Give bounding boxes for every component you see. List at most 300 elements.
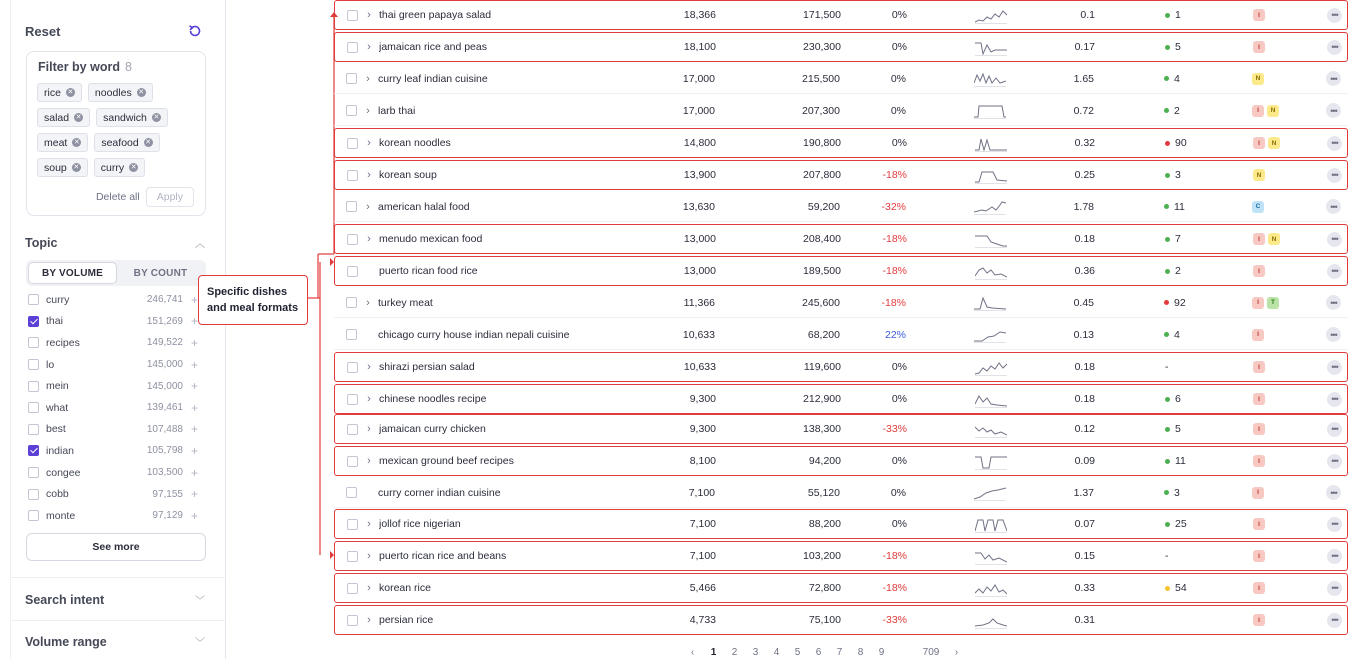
results-count: 189,500 [803,265,841,277]
expand-chevron-icon[interactable]: › [367,361,371,373]
topic-volume: 105,798 [146,445,183,457]
position-cell [1165,423,1215,435]
keyword[interactable]: curry corner indian cuisine [378,486,501,499]
chip-label: soup [44,161,67,174]
topic-item[interactable] [28,505,198,527]
expand-chevron-icon[interactable]: › [367,582,371,594]
volume-range-section[interactable] [25,634,205,649]
expand-chevron-icon[interactable]: › [367,518,371,530]
table-row[interactable] [334,64,1348,94]
intent-badge: I [1253,41,1265,53]
position-dot [1165,141,1170,146]
page-number[interactable]: 2 [731,646,738,658]
volume-change: 0% [891,9,907,21]
add-topic-icon[interactable]: + [190,292,198,307]
search-volume: 18,366 [683,9,716,21]
topic-volume: 107,488 [146,423,183,435]
remove-chip-icon[interactable]: ✕ [73,139,80,146]
keyword[interactable]: jamaican rice and peas [379,41,487,53]
trend-sparkline [975,581,1007,597]
chip-label: rice [44,86,61,99]
add-topic-icon[interactable]: + [190,314,198,329]
keyword[interactable]: jamaican curry chicken [379,423,486,435]
topic-volume: 103,500 [146,467,183,479]
results-count: 68,200 [807,328,840,341]
intent-badges [1252,105,1279,117]
page-number[interactable]: 4 [773,646,780,658]
topic-item[interactable] [28,375,198,397]
remove-chip-icon[interactable]: ✕ [138,89,145,96]
volume-change: 0% [890,104,906,117]
intent-badges [1253,393,1265,405]
intent-badge: N [1268,233,1280,245]
topic-item[interactable] [28,289,198,311]
tab-by-count[interactable]: BY COUNT [133,267,188,279]
more-options-icon[interactable]: ••• [1327,549,1342,564]
search-volume: 13,900 [683,169,716,181]
topic-checkbox[interactable] [28,316,39,327]
keyword-difficulty: 1.37 [1073,486,1094,499]
row-checkbox[interactable] [347,456,358,467]
topic-checkbox[interactable] [28,294,39,305]
search-volume: 17,000 [682,104,715,117]
row-checkbox[interactable] [347,551,358,562]
topic-name: curry [46,293,70,306]
search-volume: 9,300 [689,393,716,405]
keyword[interactable]: menudo mexican food [379,233,483,245]
filter-chip[interactable] [37,133,88,152]
keyword[interactable]: larb thai [378,104,416,117]
remove-chip-icon[interactable]: ✕ [73,164,80,171]
reset-icon[interactable] [187,23,203,39]
add-topic-icon[interactable]: + [190,422,198,437]
add-topic-icon[interactable]: + [190,379,198,394]
tab-by-volume[interactable]: BY VOLUME [28,262,117,284]
row-checkbox[interactable] [346,105,357,116]
keyword-difficulty: 0.36 [1074,265,1095,277]
topic-item[interactable] [28,419,198,441]
row-checkbox[interactable] [347,362,358,373]
row-checkbox[interactable] [346,201,357,212]
topic-name: what [46,401,69,414]
keyword[interactable]: turkey meat [378,296,433,309]
volume-change: 0% [891,137,907,149]
table-row[interactable] [334,224,1348,254]
expand-chevron-icon[interactable]: › [367,614,371,626]
remove-chip-icon[interactable]: ✕ [67,89,74,96]
topic-checkbox[interactable] [28,424,39,435]
row-checkbox[interactable] [347,42,358,53]
expand-chevron-icon[interactable]: › [367,169,371,181]
annotation-callout [198,275,308,325]
position-dot [1165,45,1170,50]
expand-chevron-icon[interactable]: › [367,9,371,21]
topic-volume: 145,000 [146,380,183,392]
intent-badge: I [1253,518,1265,530]
position-cell [1164,105,1214,117]
trend-sparkline [974,103,1006,119]
topic-checkbox[interactable] [28,359,39,370]
intent-badge: I [1253,455,1265,467]
filter-chip[interactable] [96,108,168,127]
table-row[interactable] [334,160,1348,190]
keyword-difficulty: 0.18 [1074,233,1095,245]
results-count: 72,800 [808,582,841,594]
volume-change: 0% [891,361,907,373]
position-value: 4 [1174,328,1180,341]
topic-item[interactable] [28,397,198,419]
volume-change: 0% [890,72,906,85]
add-topic-icon[interactable]: + [190,443,198,458]
volume-change: -18% [881,296,906,309]
intent-badges [1253,423,1265,435]
intent-badge: I [1253,233,1265,245]
more-options-icon[interactable]: ••• [1326,327,1341,342]
volume-change: 0% [891,41,907,53]
row-checkbox[interactable] [347,394,358,405]
search-volume: 18,100 [683,41,716,53]
row-checkbox[interactable] [347,10,358,21]
table-row[interactable] [334,288,1348,318]
filter-chip[interactable] [37,83,82,102]
expand-chevron-icon[interactable]: › [366,104,370,117]
chevron-down-icon: ﹀ [195,638,205,649]
topic-section-header[interactable] [25,235,205,250]
results-count: 207,300 [802,104,840,117]
trend-sparkline [975,549,1007,565]
more-options-icon[interactable]: ••• [1326,295,1341,310]
volume-change: -32% [881,200,906,213]
more-options-icon[interactable]: ••• [1327,613,1342,628]
filter-chip[interactable] [94,133,159,152]
table-row[interactable] [334,414,1348,444]
position-value: 1 [1175,9,1181,21]
keyword-difficulty: 0.18 [1074,393,1095,405]
keyword-difficulty: 1.65 [1073,72,1094,85]
more-options-icon[interactable]: ••• [1327,168,1342,183]
keyword[interactable]: korean rice [379,582,431,594]
search-volume: 13,630 [682,200,715,213]
volume-change: -18% [882,265,907,277]
prev-page-icon[interactable]: ‹ [690,646,695,658]
more-options-icon[interactable]: ••• [1327,40,1342,55]
position-dot [1164,490,1169,495]
callout-line-1: Specific dishes [207,286,288,298]
position-cell [1165,9,1215,21]
page-number[interactable]: 3 [752,646,759,658]
position-dot [1165,459,1170,464]
topic-checkbox[interactable] [28,445,39,456]
intent-badge: N [1252,73,1264,85]
more-options-icon[interactable]: ••• [1327,517,1342,532]
keyword[interactable]: curry leaf indian cuisine [378,72,488,85]
page-number[interactable]: 7 [836,646,843,658]
search-volume: 10,633 [682,328,715,341]
keyword[interactable]: mexican ground beef recipes [379,455,514,467]
topic-name: thai [46,315,63,328]
row-checkbox[interactable] [346,329,357,340]
table-row[interactable] [334,478,1348,508]
remove-chip-icon[interactable]: ✕ [145,139,152,146]
position-value: - [1165,550,1169,562]
keyword-difficulty: 0.25 [1074,169,1095,181]
volume-change: 22% [884,328,906,341]
position-value: 2 [1174,104,1180,117]
chip-label: sandwich [103,111,147,124]
intent-badges [1253,550,1265,562]
keyword-difficulty: 0.32 [1074,137,1095,149]
keyword[interactable]: chinese noodles recipe [379,393,487,405]
position-value: 11 [1175,455,1186,467]
last-page-number[interactable]: 709 [922,646,940,658]
delete-all-button[interactable]: Delete all [95,191,140,203]
page-number[interactable]: 9 [878,646,885,658]
position-dot [1165,522,1170,527]
keyword-difficulty: 1.78 [1073,200,1094,213]
intent-badges [1253,518,1265,530]
table-row[interactable] [334,541,1348,571]
chip-label: meat [44,136,68,149]
topic-volume: 97,129 [152,510,183,522]
page-number[interactable]: 8 [857,646,864,658]
keyword-difficulty: 0.18 [1074,361,1095,373]
keyword[interactable]: chicago curry house indian nepali cuisine [378,328,570,341]
intent-badges [1253,233,1280,245]
expand-chevron-icon[interactable]: › [367,393,371,405]
more-options-icon[interactable]: ••• [1326,199,1341,214]
position-cell [1165,233,1215,245]
expand-chevron-icon[interactable]: › [367,423,371,435]
chip-label: curry [100,161,125,174]
topic-name: congee [46,466,81,479]
intent-badge: I [1253,423,1265,435]
trend-sparkline [975,168,1007,184]
search-volume: 5,466 [689,582,716,594]
more-options-icon[interactable]: ••• [1327,136,1342,151]
topic-name: lo [46,358,55,371]
expand-chevron-icon[interactable]: › [367,550,371,562]
apply-button[interactable]: Apply [146,187,194,207]
expand-chevron-icon[interactable]: › [367,233,371,245]
reset-link[interactable]: Reset [25,23,61,39]
topic-checkbox[interactable] [28,381,39,392]
row-checkbox[interactable] [347,519,358,530]
table-row[interactable] [334,0,1348,30]
position-value: 5 [1175,41,1181,53]
table-row[interactable] [334,384,1348,414]
row-checkbox[interactable] [347,266,358,277]
topic-checkbox[interactable] [28,337,39,348]
results-count: 55,120 [807,486,840,499]
volume-change: -18% [882,550,907,562]
filter-chip[interactable] [88,83,153,102]
more-options-icon[interactable]: ••• [1327,454,1342,469]
trend-sparkline [975,232,1007,248]
keyword-difficulty: 0.09 [1074,455,1095,467]
callout-line-2: and meal formats [207,302,299,314]
intent-badge: I [1253,361,1265,373]
filter-chip[interactable] [94,158,145,177]
position-dot [1164,300,1169,305]
remove-chip-icon[interactable]: ✕ [130,164,137,171]
results-count: 94,200 [808,455,841,467]
row-checkbox[interactable] [346,73,357,84]
filter-chip[interactable] [37,158,88,177]
topic-item[interactable] [28,311,198,333]
more-options-icon[interactable]: ••• [1327,392,1342,407]
add-topic-icon[interactable]: + [190,487,198,502]
intent-badge: I [1253,393,1265,405]
keyword[interactable]: thai green papaya salad [379,9,492,21]
volume-change: -18% [882,582,907,594]
more-options-icon[interactable]: ••• [1327,232,1342,247]
add-topic-icon[interactable]: + [190,335,198,350]
page-number[interactable]: 1 [710,646,717,658]
remove-chip-icon[interactable]: ✕ [153,114,160,121]
trend-sparkline [975,8,1007,24]
table-row[interactable] [334,573,1348,603]
keyword[interactable]: shirazi persian salad [379,361,475,373]
table-row[interactable] [334,446,1348,476]
trend-sparkline [975,517,1007,533]
filter-chips [37,83,202,177]
topic-item[interactable] [28,462,198,484]
remove-chip-icon[interactable]: ✕ [75,114,82,121]
more-options-icon[interactable]: ••• [1327,360,1342,375]
keyword[interactable]: persian rice [379,614,434,626]
row-checkbox[interactable] [347,138,358,149]
add-topic-icon[interactable]: + [190,465,198,480]
row-checkbox[interactable] [347,424,358,435]
topic-name: monte [46,509,76,522]
intent-badges [1253,169,1265,181]
topic-item[interactable] [28,332,198,354]
row-checkbox[interactable] [347,170,358,181]
search-volume: 13,000 [683,265,716,277]
topic-item[interactable] [28,354,198,376]
table-row[interactable] [334,32,1348,62]
topic-volume: 246,741 [146,294,183,306]
intent-badge: I [1253,137,1265,149]
page-number[interactable]: 5 [794,646,801,658]
keyword[interactable]: american halal food [378,200,470,213]
row-checkbox[interactable] [347,234,358,245]
row-checkbox[interactable] [347,615,358,626]
expand-chevron-icon[interactable]: › [367,137,371,149]
topic-checkbox[interactable] [28,467,39,478]
position-cell [1164,201,1214,213]
results-count: 119,600 [803,361,841,373]
topic-checkbox[interactable] [28,402,39,413]
results-count: 59,200 [807,200,840,213]
more-options-icon[interactable]: ••• [1327,264,1342,279]
search-volume: 10,633 [683,361,716,373]
trend-sparkline [975,360,1007,376]
more-options-icon[interactable]: ••• [1326,485,1341,500]
table-row[interactable] [334,256,1348,286]
intent-badges [1253,455,1265,467]
keyword-difficulty: 0.33 [1074,582,1095,594]
divider [11,620,226,621]
more-options-icon[interactable]: ••• [1326,71,1341,86]
table-row[interactable] [334,96,1348,126]
expand-chevron-icon[interactable]: › [367,455,371,467]
add-topic-icon[interactable]: + [190,400,198,415]
results-count: 138,300 [803,423,841,435]
row-checkbox[interactable] [347,583,358,594]
position-dot [1164,108,1169,113]
expand-chevron-icon[interactable]: › [366,72,370,85]
divider [11,577,226,578]
search-intent-section[interactable] [25,592,205,607]
add-topic-icon[interactable]: + [190,508,198,523]
more-options-icon[interactable]: ••• [1327,581,1342,596]
trend-sparkline [975,392,1007,408]
intent-badge: I [1252,105,1264,117]
keyword[interactable]: jollof rice nigerian [379,518,461,530]
position-cell [1165,137,1215,149]
intent-badge: T [1267,297,1279,309]
reset-row [25,22,203,40]
see-more-button[interactable]: See more [26,533,206,561]
row-checkbox[interactable] [346,297,357,308]
topic-item[interactable] [28,483,198,505]
more-options-icon[interactable]: ••• [1326,103,1341,118]
intent-badge: N [1267,105,1279,117]
keyword[interactable]: puerto rican food rice [379,265,478,277]
search-volume: 7,100 [689,518,716,530]
expand-chevron-icon[interactable]: › [366,200,370,213]
results-count: 190,800 [803,137,841,149]
topic-checkbox[interactable] [28,489,39,500]
table-row[interactable] [334,605,1348,635]
search-volume: 13,000 [683,233,716,245]
row-checkbox[interactable] [346,487,357,498]
topic-checkbox[interactable] [28,510,39,521]
keyword[interactable]: korean noodles [379,137,451,149]
results-count: 171,500 [803,9,841,21]
filter-chip[interactable] [37,108,90,127]
table-row[interactable] [334,320,1348,350]
expand-chevron-icon[interactable]: › [367,41,371,53]
position-dot [1165,397,1170,402]
expand-chevron-icon[interactable]: › [366,296,370,309]
position-dot [1165,173,1170,178]
more-options-icon[interactable]: ••• [1327,8,1342,23]
position-value: 54 [1175,582,1187,594]
keyword[interactable]: korean soup [379,169,437,181]
table-row[interactable] [334,509,1348,539]
keyword-difficulty: 0.72 [1073,104,1094,117]
trend-sparkline [974,485,1006,501]
results-count: 75,100 [808,614,841,626]
trend-sparkline [975,40,1007,56]
add-topic-icon[interactable]: + [190,357,198,372]
next-page-icon[interactable]: › [954,646,959,658]
position-dot [1164,332,1169,337]
keyword[interactable]: puerto rican rice and beans [379,550,507,562]
page-number[interactable]: 6 [815,646,822,658]
table-row[interactable] [334,352,1348,382]
more-options-icon[interactable]: ••• [1327,422,1342,437]
table-row[interactable] [334,128,1348,158]
topic-item[interactable] [28,440,198,462]
table-row[interactable] [334,192,1348,222]
search-volume: 11,366 [683,296,715,309]
filter-word-count: 8 [124,60,132,74]
intent-badges [1252,297,1279,309]
position-dot [1165,13,1170,18]
